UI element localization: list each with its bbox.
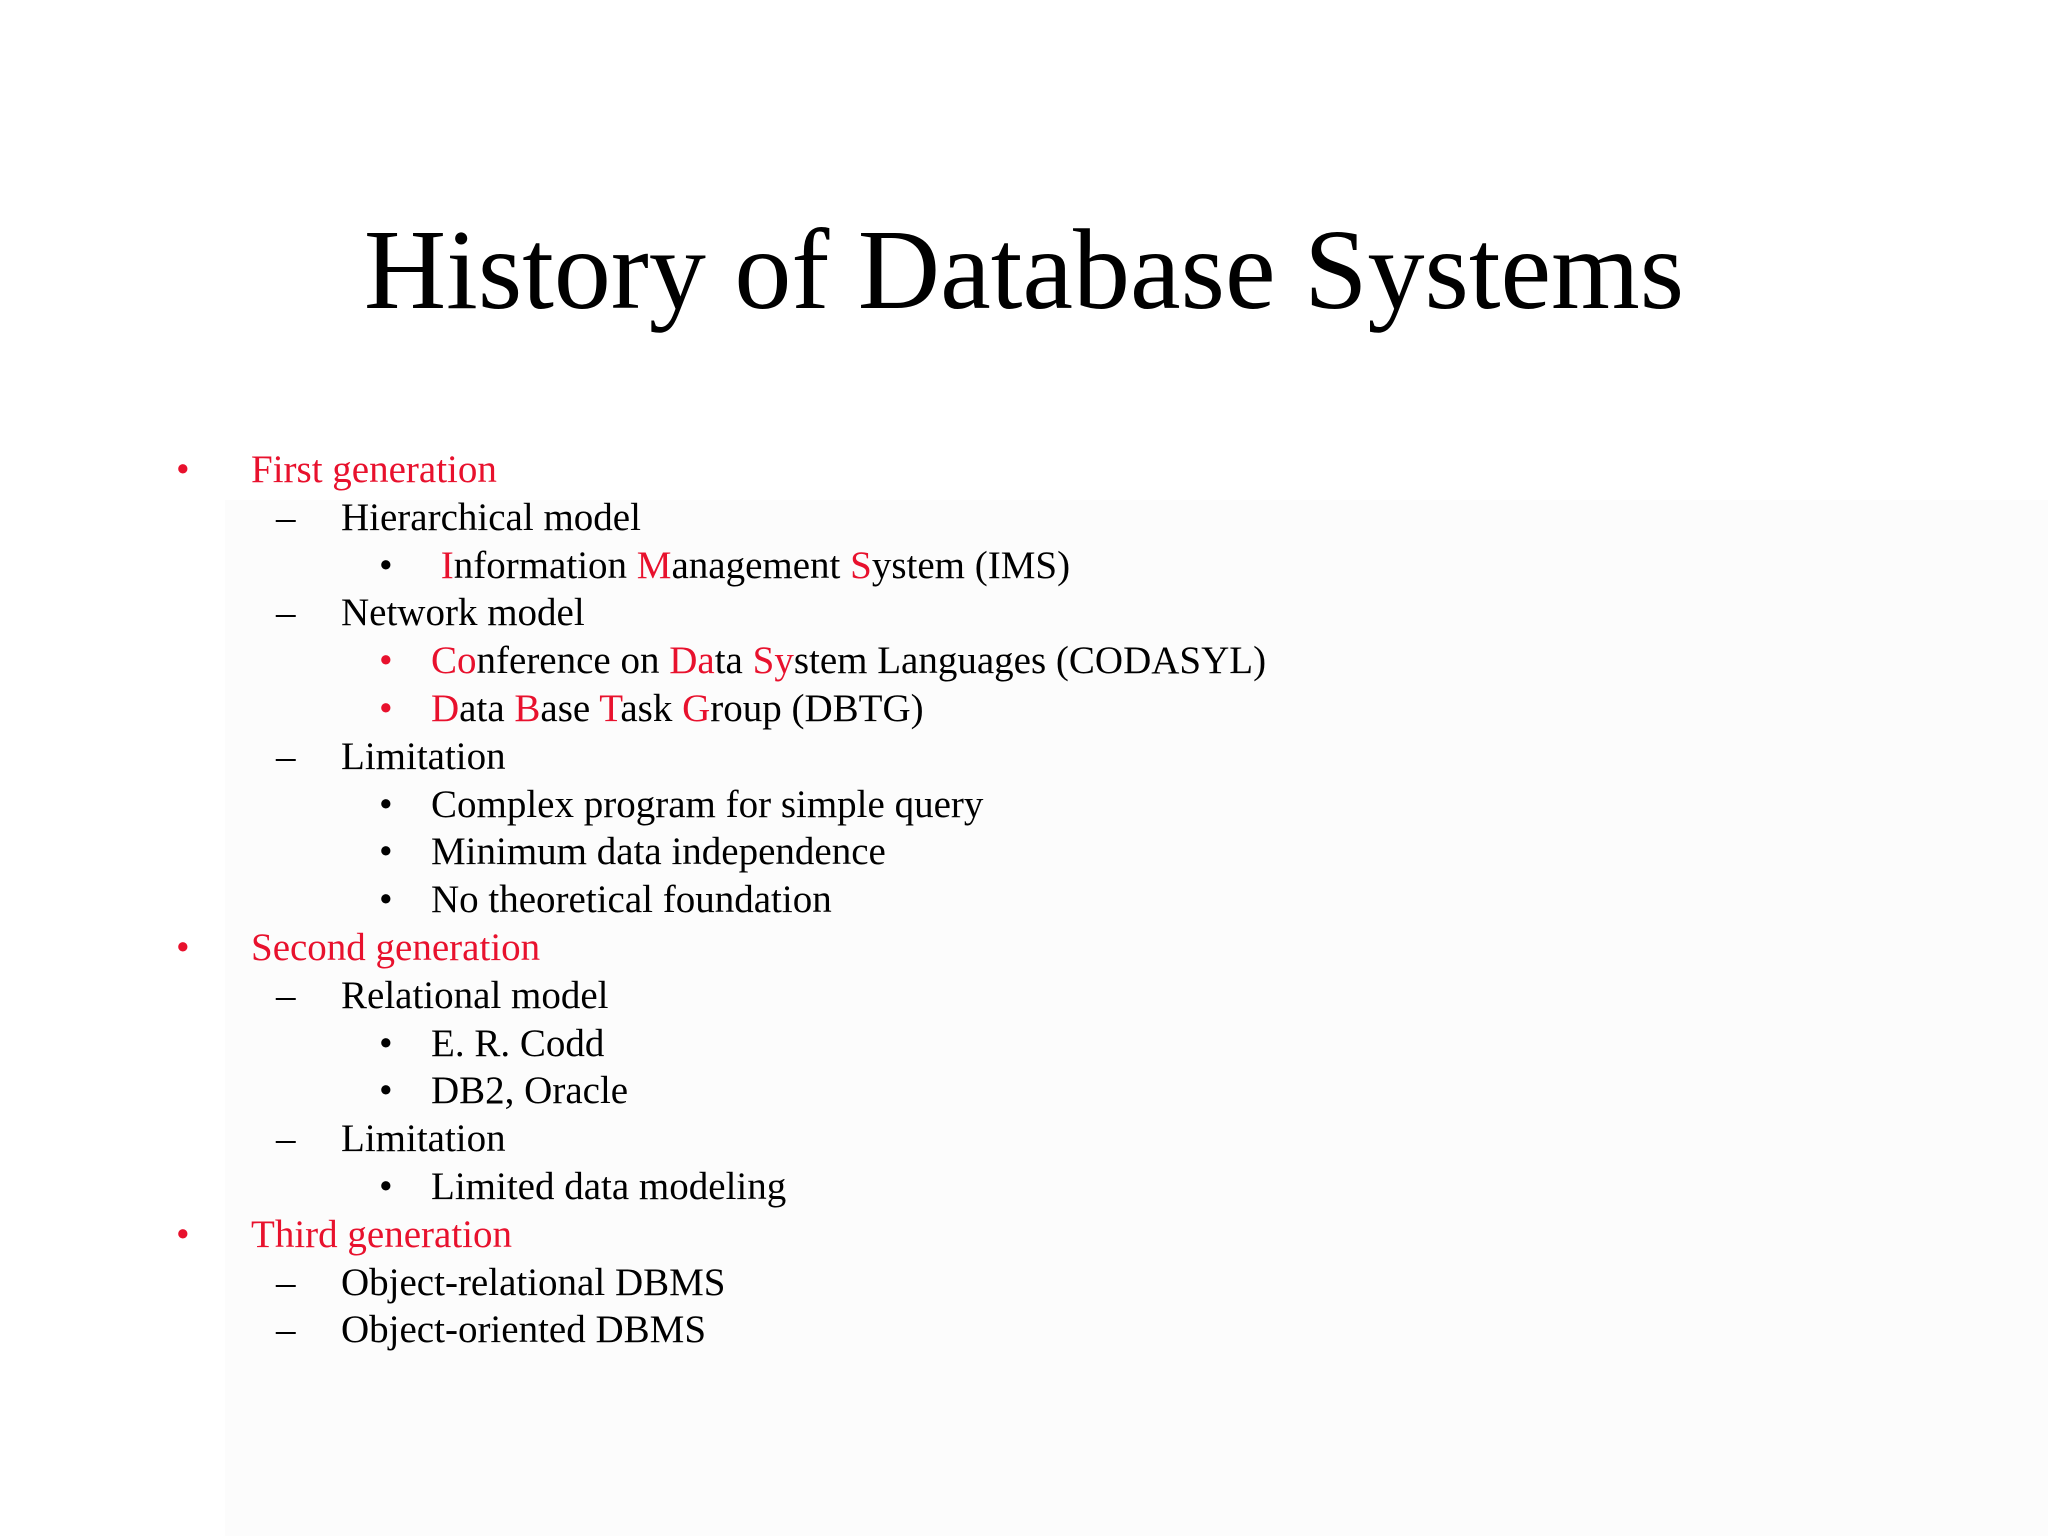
item-text — [431, 1163, 786, 1211]
item-text — [251, 446, 497, 494]
bullet-marker: • — [176, 448, 190, 491]
item-text — [251, 924, 540, 972]
text-segment: S — [850, 544, 872, 587]
bullet-marker: • — [379, 783, 393, 826]
text-segment: I — [440, 544, 454, 587]
dash-marker: – — [276, 496, 296, 539]
item-text — [341, 1115, 506, 1163]
dash-marker: – — [276, 1261, 296, 1304]
bullet-marker: • — [379, 1022, 393, 1065]
dash-marker: – — [276, 1117, 296, 1160]
item-text — [341, 1259, 726, 1307]
item-text — [341, 1306, 706, 1354]
item-text — [341, 972, 609, 1020]
text-segment: Co — [431, 639, 477, 682]
text-segment: No theoretical foundation — [431, 878, 832, 921]
text-segment: ask — [620, 687, 683, 730]
text-segment: T — [599, 687, 621, 730]
bullet-marker: • — [379, 687, 393, 730]
text-segment: Third generation — [251, 1213, 512, 1256]
text-segment: Minimum data independence — [431, 830, 886, 873]
text-segment: roup (DBTG) — [710, 687, 924, 730]
text-segment: M — [636, 544, 672, 587]
item-text — [341, 733, 506, 781]
text-segment: ta — [714, 639, 753, 682]
text-segment: Da — [669, 639, 715, 682]
text-segment: ata — [459, 687, 515, 730]
text-segment: DB2, Oracle — [431, 1069, 629, 1112]
text-segment: Network model — [341, 591, 585, 634]
item-text — [341, 494, 641, 542]
item-text — [431, 1020, 604, 1068]
text-segment: nference on — [476, 639, 670, 682]
text-segment: Object-relational DBMS — [341, 1261, 726, 1304]
text-segment: Sy — [752, 639, 794, 682]
slide-title: History of Database Systems — [363, 206, 1685, 333]
bullet-marker: • — [379, 544, 393, 587]
text-segment: E. R. Codd — [431, 1022, 605, 1065]
text-segment: ase — [540, 687, 600, 730]
item-text — [431, 828, 886, 876]
text-segment: Limitation — [341, 1117, 506, 1160]
text-segment: stem Languages (CODASYL) — [793, 639, 1267, 682]
item-text — [251, 1211, 512, 1259]
text-segment: Second generation — [251, 926, 541, 969]
bullet-marker: • — [379, 639, 393, 682]
text-segment: anagement — [671, 544, 851, 587]
text-segment: B — [514, 687, 541, 730]
text-segment: First generation — [251, 448, 497, 491]
item-text — [431, 685, 924, 733]
item-text — [431, 542, 1070, 590]
item-text — [431, 1067, 628, 1115]
text-segment: Complex program for simple query — [431, 783, 984, 826]
bullet-marker: • — [379, 830, 393, 873]
bullet-marker: • — [379, 1069, 393, 1112]
dash-marker: – — [276, 974, 296, 1017]
text-segment: D — [431, 687, 460, 730]
text-segment: Limitation — [341, 735, 506, 778]
text-segment: Relational model — [341, 974, 609, 1017]
bullet-marker: • — [379, 878, 393, 921]
item-text — [341, 589, 585, 637]
text-segment: ystem (IMS) — [871, 544, 1071, 587]
dash-marker: – — [276, 591, 296, 634]
dash-marker: – — [276, 1308, 296, 1351]
text-segment: Object-oriented DBMS — [341, 1308, 707, 1351]
bullet-marker: • — [176, 926, 190, 969]
item-text — [431, 876, 832, 924]
item-text — [431, 637, 1266, 685]
dash-marker: – — [276, 735, 296, 778]
item-text — [431, 781, 983, 829]
bullet-marker: • — [176, 1213, 190, 1256]
text-segment — [431, 544, 441, 587]
text-segment: Hierarchical model — [341, 496, 641, 539]
text-segment: G — [682, 687, 711, 730]
text-segment: nformation — [453, 544, 637, 587]
text-segment: Limited data modeling — [431, 1165, 787, 1208]
bullet-marker: • — [379, 1165, 393, 1208]
